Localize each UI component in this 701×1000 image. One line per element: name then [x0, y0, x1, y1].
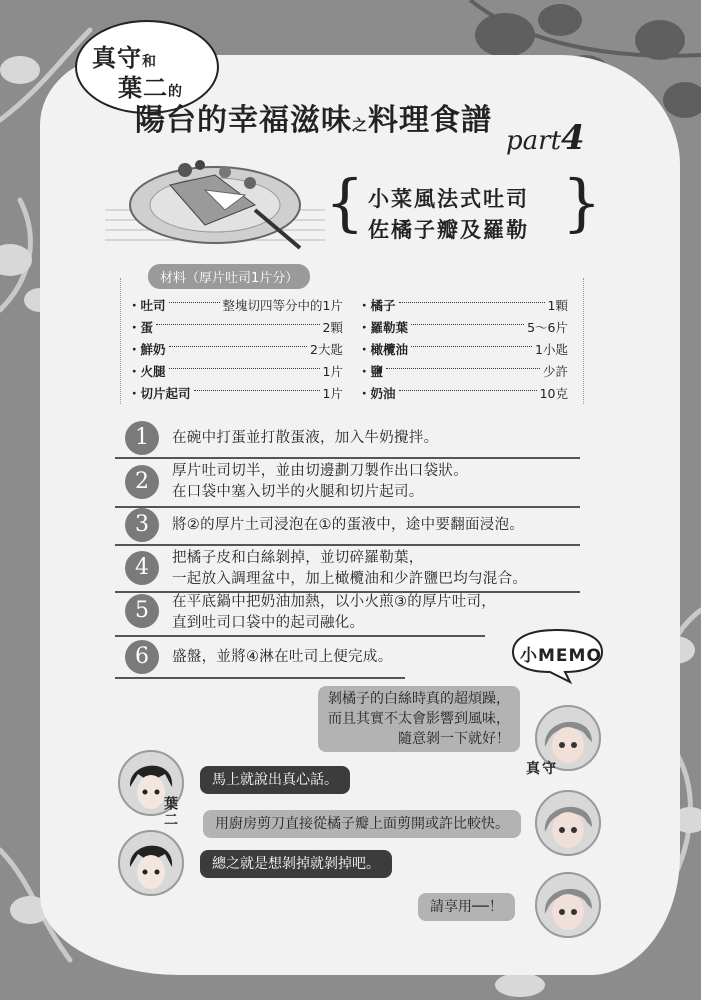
- chat-bubble-youji: 馬上就說出真心話。: [200, 766, 350, 794]
- memo-label: 小MEMO: [520, 646, 602, 666]
- step-number: 1: [125, 421, 159, 455]
- chat-bubble-mamoru: 請享用──！: [418, 893, 515, 921]
- chat-bubble-mamoru: 剝橘子的白絲時真的超煩躁， 而且其實不太會影響到風味， 隨意剝一下就好！: [318, 686, 520, 752]
- step-text: 在平底鍋中把奶油加熱，以小火煎③的厚片吐司，: [172, 594, 497, 610]
- step-number: 3: [125, 508, 159, 542]
- chat-bubble-youji: 總之就是想剝掉就剝掉吧。: [200, 850, 392, 878]
- ingredient-row: ・橄欖油 1小匙: [358, 342, 568, 357]
- name-mamoru: 真守: [526, 761, 558, 777]
- name-youji: 葉二: [162, 796, 178, 828]
- step-text: 厚片吐司切半，並由切邊劃刀製作出口袋狀。: [172, 463, 468, 479]
- step-text: 把橘子皮和白絲剝掉，並切碎羅勒葉，: [172, 550, 424, 566]
- ingredient-row: ・奶油 10克: [358, 386, 568, 401]
- ingredient-row: ・橘子 1顆: [358, 298, 568, 313]
- ingredient-row: ・蛋 2顆: [128, 320, 343, 335]
- step-number: 6: [125, 640, 159, 674]
- step-number: 4: [125, 551, 159, 585]
- recipe-name-line1: 小菜風法式吐司: [368, 187, 529, 211]
- ingredient-row: ・鹽 少許: [358, 364, 568, 379]
- ingredient-row: ・火腿 1片: [128, 364, 343, 379]
- recipe-name-line2: 佐橘子瓣及羅勒: [368, 218, 529, 242]
- page-title: 陽台的幸福滋味之料理食譜: [135, 103, 493, 138]
- step-text: 在口袋中塞入切半的火腿和切片起司。: [172, 484, 424, 500]
- step-text: 在碗中打蛋並打散蛋液，加入牛奶攪拌。: [172, 430, 439, 446]
- part-label: part4: [506, 118, 585, 158]
- avatar-youji: [118, 830, 184, 896]
- step-text: 盛盤，並將④淋在吐司上便完成。: [172, 649, 393, 665]
- french-toast-dish-illustration: [105, 150, 325, 250]
- title-names-line2: 葉二的: [118, 74, 183, 102]
- step-number: 2: [125, 465, 159, 499]
- ingredient-row: ・吐司 整塊切四等分中的1片: [128, 298, 343, 313]
- chat-bubble-mamoru: 用廚房剪刀直接從橘子瓣上面剪開或許比較快。: [203, 810, 521, 838]
- step-divider: [115, 457, 580, 459]
- ingredient-row: ・鮮奶 2大匙: [128, 342, 343, 357]
- step-divider: [115, 677, 405, 679]
- ingredients-label: 材料（厚片吐司1片分）: [148, 264, 310, 289]
- step-divider: [115, 544, 580, 546]
- step-text: 將②的厚片土司浸泡在①的蛋液中，途中要翻面浸泡。: [172, 517, 525, 533]
- right-brace: }: [562, 166, 602, 239]
- step-divider: [115, 635, 485, 637]
- step-text: 一起放入調理盆中，加上橄欖油和少許鹽巴均勻混合。: [172, 571, 528, 587]
- avatar-mamoru: [535, 872, 601, 938]
- avatar-mamoru: [535, 790, 601, 856]
- step-number: 5: [125, 594, 159, 628]
- ingredient-row: ・羅勒葉 5〜6片: [358, 320, 568, 335]
- step-text: 直到吐司口袋中的起司融化。: [172, 615, 365, 631]
- step-divider: [115, 506, 580, 508]
- title-names-line1: 真守和: [92, 44, 157, 72]
- ingredient-row: ・切片起司 1片: [128, 386, 343, 401]
- left-brace: {: [325, 166, 365, 239]
